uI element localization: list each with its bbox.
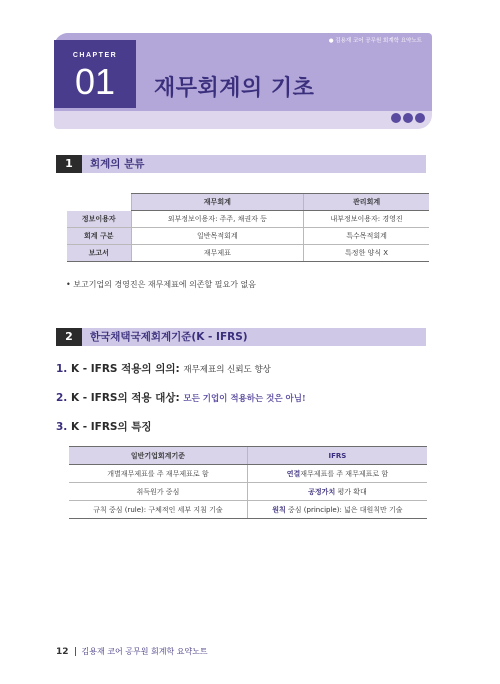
chapter-box [54,40,136,108]
item-number: 1. [56,363,68,375]
table-cell: 내부정보이용자: 경영진 [304,211,429,228]
table-cell: 일반목적회계 [131,228,304,245]
table-cell: 개별재무제표를 주 재무제표로 함 [69,465,247,483]
section-1-header [56,155,426,173]
page-number: 12 [56,646,69,657]
table-cell [247,483,427,501]
footer-separator [75,647,76,656]
item-1 [56,361,271,376]
row-header: 회계 구분 [67,228,131,245]
banner-subtitle: ● 김용재 코어 공무원 회계학 요약노트 [328,38,422,44]
circle-icon [391,113,401,123]
section-number: 2 [56,328,82,346]
accounting-classification-table [67,193,429,262]
table-cell: 취득원가 중심 [69,483,247,501]
table-row [67,228,429,245]
table-row [69,483,427,501]
table-cell: 규칙 중심 (rule): 구체적인 세부 지침 기술 [69,501,247,519]
section-title: 회계의 분류 [90,158,145,170]
table-cell: 외부정보이용자: 주주, 채권자 등 [131,211,304,228]
footer-text: 김용재 코어 공무원 회계학 요약노트 [81,647,208,656]
item-number: 2. [56,392,68,404]
cell-text: 재무제표를 주 재무제표로 함 [300,469,389,478]
chapter-number: 01 [74,61,116,102]
highlight-text: 공정가치 [308,487,336,496]
row-header: 정보이용자 [67,211,131,228]
banner-icons [391,113,425,123]
cell-text: 평가 확대 [335,487,367,496]
column-header: 재무회계 [131,194,304,211]
chapter-title: 재무회계의 기초 [154,76,315,101]
table-row [69,465,427,483]
note-text: • 보고기업의 경영진은 재무제표에 의존할 필요가 없음 [66,280,256,289]
item-title: K - IFRS의 특징 [70,421,152,433]
item-number: 3. [56,421,68,433]
highlight-text: 원칙 [272,505,286,514]
highlight-text: 연결 [286,469,301,478]
table-row [69,501,427,519]
circle-icon [415,113,425,123]
page-footer [56,646,208,657]
table-row [67,211,429,228]
table-cell [247,501,427,519]
item-description: 모든 기업이 적용하는 것은 아님! [183,394,306,404]
table-cell [247,465,427,483]
column-header: 관리회계 [304,194,429,211]
item-3 [56,419,152,434]
column-header: 일반기업회계기준 [69,447,247,465]
ifrs-comparison-table [69,446,427,519]
section-number: 1 [56,155,82,173]
item-2 [56,390,306,405]
item-title: K - IFRS 적용의 의의: [70,363,180,375]
chapter-label: CHAPTER [72,52,118,59]
table-corner [67,194,131,211]
table-row [67,245,429,262]
column-header: IFRS [247,447,427,465]
row-header: 보고서 [67,245,131,262]
item-description: 재무제표의 신뢰도 향상 [183,365,271,375]
item-title: K - IFRS의 적용 대상: [70,392,180,404]
circle-icon [403,113,413,123]
table-cell: 특정한 양식 X [304,245,429,262]
table-cell: 재무제표 [131,245,304,262]
table-cell: 특수목적회계 [304,228,429,245]
section-title: 한국채택국제회계기준(K - IFRS) [90,331,248,343]
cell-text: 중심 (principle): 넓은 대원칙만 기술 [285,505,403,514]
section-2-header [56,328,426,346]
